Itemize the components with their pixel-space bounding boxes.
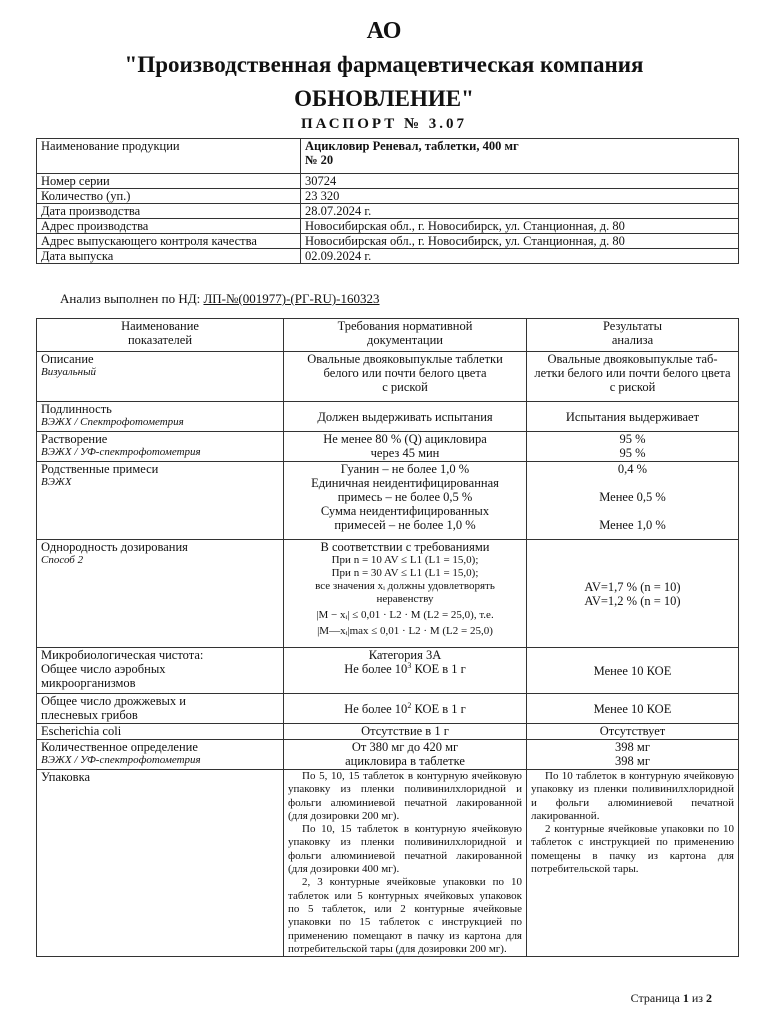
col-header-text: показателей	[127, 333, 193, 347]
table-row	[37, 648, 739, 694]
indicator-name: плесневых грибов	[41, 708, 138, 722]
indicator-cell	[37, 694, 284, 724]
nd-number: ЛП-№(001977)-(РГ-RU)-160323	[203, 291, 380, 306]
release-date-value: 02.09.2024 г.	[301, 249, 739, 264]
indicator-cell	[37, 540, 284, 648]
page-number	[631, 991, 712, 1006]
table-row	[37, 249, 739, 264]
indicator-name: Описание	[41, 352, 94, 366]
table-row	[37, 189, 739, 204]
production-date-label: Дата производства	[37, 204, 301, 219]
qc-address-label: Адрес выпускающего контроля качества	[37, 234, 301, 249]
indicator-name: Упаковка	[37, 770, 284, 957]
indicator-name: Микробиологическая чистота:	[41, 648, 204, 662]
indicator-cell	[37, 402, 284, 432]
product-count: № 20	[305, 153, 334, 167]
result-cell: Отсутствует	[527, 724, 739, 740]
indicator-cell	[37, 352, 284, 402]
product-info-table	[36, 138, 739, 264]
table-row	[37, 352, 739, 402]
col-header-requirements	[284, 319, 527, 352]
indicator-name: Подлинность	[41, 402, 112, 416]
result-text: Менее 0,5 %	[599, 490, 666, 504]
result-cell	[527, 770, 739, 957]
col-header-text: Наименование	[121, 319, 199, 333]
production-date-value: 28.07.2024 г.	[301, 204, 739, 219]
requirement-text: все значения xᵢ должны удовлетворять	[315, 580, 495, 592]
indicator-name: Количественное определение	[41, 740, 198, 754]
indicator-cell	[37, 648, 284, 694]
qc-address-value: Новосибирская обл., г. Новосибирск, ул. Станционная, д. 80	[301, 234, 739, 249]
result-text: с риской	[609, 380, 656, 394]
page-mid: из	[688, 991, 706, 1005]
requirement-text: Сумма неидентифицированных	[320, 504, 490, 518]
packaging-paragraph: 2 контурные ячейковые упаковки по 10 таблеток с инструкцией по применению помещены в пачку из картона для потребительской тары.	[531, 823, 734, 876]
requirement-text: Категория 3А	[368, 648, 442, 662]
requirement-text: Овальные двояковыпуклые таблетки	[307, 352, 503, 366]
table-row	[37, 694, 739, 724]
indicator-name: Escherichia coli	[37, 724, 284, 740]
table-row	[37, 724, 739, 740]
table-row	[37, 770, 739, 957]
indicator-cell	[37, 462, 284, 540]
method-name: Визуальный	[41, 366, 97, 378]
exponent: 3	[407, 660, 412, 670]
requirement-text: В соответствии с требованиями	[320, 540, 490, 554]
company-name-line2: ОБНОВЛЕНИЕ"	[294, 86, 474, 111]
production-address-label: Адрес производства	[37, 219, 301, 234]
requirement-text: примесей – не более 1,0 %	[334, 518, 476, 532]
product-label: Наименование продукции	[37, 139, 301, 174]
method-name: Способ 2	[41, 554, 84, 566]
requirement-cell: Должен выдерживать испытания	[284, 402, 527, 432]
normative-document-line	[60, 291, 380, 307]
series-value: 30724	[301, 174, 739, 189]
page-prefix: Страница	[630, 991, 683, 1005]
col-header-results	[527, 319, 739, 352]
requirement-text: Гуанин – не более 1,0 %	[340, 462, 470, 476]
formula-text: |M—xᵢ|max ≤ 0,01 · L2 · M (L2 = 25,0)	[317, 625, 493, 637]
result-cell: Испытания выдерживает	[527, 402, 739, 432]
company-prefix: АО	[366, 18, 402, 44]
requirement-cell	[284, 694, 527, 724]
requirement-text: При n = 30 AV ≤ L1 (L1 = 15,0);	[331, 567, 479, 579]
requirement-text: неравенству	[376, 593, 434, 605]
table-row	[37, 540, 739, 648]
table-header-row	[37, 319, 739, 352]
packaging-paragraph: По 10, 15 таблеток в контурную ячейковую упаковку из пленки поливинилхлоридной и фольги алюминиевой печатной лакированной (для дозировки 400 мг).	[288, 823, 522, 876]
requirement-part: Не более 10	[344, 701, 408, 716]
col-header-text: документации	[367, 333, 443, 347]
indicator-name: микроорганизмов	[41, 676, 136, 690]
requirement-cell	[284, 352, 527, 402]
requirement-cell	[284, 740, 527, 770]
table-row	[37, 139, 739, 174]
packaging-paragraph: 2, 3 контурные ячейковые упаковки по 10 таблеток или 5 контурных ячейковых упаковок по 5 таблеток, или 2 контурные ячейковые упаковки по 15 таблеток с инструкцией по применению помещают в пачку из картона для потребительской тары (для дозировки 200 мг).	[288, 876, 522, 955]
exponent: 2	[407, 700, 412, 710]
requirement-cell	[284, 648, 527, 694]
nd-prefix: Анализ выполнен по НД:	[60, 291, 204, 306]
requirement-text: При n = 10 AV ≤ L1 (L1 = 15,0);	[331, 554, 479, 566]
requirement-cell	[284, 432, 527, 462]
production-address-value: Новосибирская обл., г. Новосибирск, ул. Станционная, д. 80	[301, 219, 739, 234]
series-label: Номер серии	[37, 174, 301, 189]
requirement-cell	[284, 462, 527, 540]
qty-value: 23 320	[301, 189, 739, 204]
table-row	[37, 204, 739, 219]
requirement-text: Единичная неидентифицированная	[311, 476, 499, 490]
requirement-text: Не менее 80 % (Q) ацикловира	[323, 432, 487, 446]
current-page: 1	[682, 991, 689, 1005]
result-cell	[527, 352, 739, 402]
table-row	[37, 174, 739, 189]
product-name: Ацикловир Реневал, таблетки, 400 мг	[305, 139, 519, 153]
method-name: ВЭЖХ / УФ-спектрофотометрия	[41, 446, 201, 458]
requirement-text: с риской	[382, 380, 428, 394]
qty-label: Количество (уп.)	[37, 189, 301, 204]
result-text: Овальные двояковыпуклые таб-	[547, 352, 718, 366]
requirement-cell: Отсутствие в 1 г	[284, 724, 527, 740]
packaging-paragraph: По 10 таблеток в контурную ячейковую упаковку из пленки поливинилхлоридной и фольги алюминиевой печатной лакированной.	[531, 770, 734, 822]
result-text: Менее 1,0 %	[599, 518, 666, 532]
indicator-cell	[37, 432, 284, 462]
result-text: 398 мг	[615, 740, 650, 754]
result-text: летки белого или почти белого цвета	[534, 366, 731, 380]
release-date-label: Дата выпуска	[37, 249, 301, 264]
method-name: ВЭЖХ / УФ-спектрофотометрия	[41, 754, 201, 766]
indicator-name: Родственные примеси	[41, 462, 159, 476]
requirement-part: КОЕ в 1 г	[411, 701, 466, 716]
requirement-text: От 380 мг до 420 мг	[351, 740, 459, 754]
result-text: AV=1,2 % (n = 10)	[584, 593, 681, 608]
col-header-text: Требования нормативной	[337, 319, 473, 333]
col-header-text: анализа	[611, 333, 654, 347]
requirement-text: примесь – не более 0,5 %	[337, 490, 473, 504]
requirement-cell	[284, 770, 527, 957]
total-pages: 2	[706, 991, 712, 1005]
result-text: 95 %	[619, 446, 646, 460]
product-value	[301, 139, 739, 174]
method-name: ВЭЖХ / Спектрофотометрия	[41, 416, 184, 428]
result-text: 0,4 %	[617, 462, 648, 476]
table-row	[37, 234, 739, 249]
company-name-line1: "Производственная фармацевтическая компания	[124, 52, 644, 77]
requirement-text: через 45 мин	[370, 446, 440, 460]
table-row	[37, 432, 739, 462]
indicator-name: Общее число аэробных	[41, 662, 166, 676]
formula-text: |M − xᵢ| ≤ 0,01 · L2 · M (L2 = 25,0), т.е.	[316, 609, 494, 621]
packaging-paragraph: По 5, 10, 15 таблеток в контурную ячейковую упаковку из пленки поливинилхлоридной и фольги алюминиевой печатной лакированной (для дозировки 200 мг).	[288, 770, 522, 822]
method-name: ВЭЖХ	[41, 476, 72, 488]
col-header-text: Результаты	[602, 319, 663, 333]
requirement-text: белого или почти белого цвета	[323, 366, 487, 380]
indicator-name: Однородность дозирования	[41, 540, 188, 554]
result-text: AV=1,7 % (n = 10)	[584, 579, 681, 594]
result-cell	[527, 432, 739, 462]
requirement-part: КОЕ в 1 г	[411, 662, 466, 676]
result-text: 95 %	[619, 432, 646, 446]
passport-title: ПАСПОРТ № 3.07	[300, 116, 468, 132]
indicator-cell	[37, 740, 284, 770]
table-row	[37, 402, 739, 432]
result-text: 398 мг	[615, 754, 650, 768]
analysis-table	[36, 318, 739, 957]
table-row	[37, 740, 739, 770]
requirement-part: Не более 10	[344, 662, 408, 676]
requirement-text: ацикловира в таблетке	[345, 754, 465, 768]
result-cell	[527, 462, 739, 540]
table-row	[37, 462, 739, 540]
col-header-indicator	[37, 319, 284, 352]
requirement-cell	[284, 540, 527, 648]
result-cell	[527, 540, 739, 648]
result-cell: Менее 10 КОЕ	[527, 648, 739, 694]
result-cell: Менее 10 КОЕ	[527, 694, 739, 724]
indicator-name: Растворение	[41, 432, 108, 446]
table-row	[37, 219, 739, 234]
requirement-text	[288, 662, 522, 676]
indicator-name: Общее число дрожжевых и	[41, 694, 186, 708]
result-cell	[527, 740, 739, 770]
